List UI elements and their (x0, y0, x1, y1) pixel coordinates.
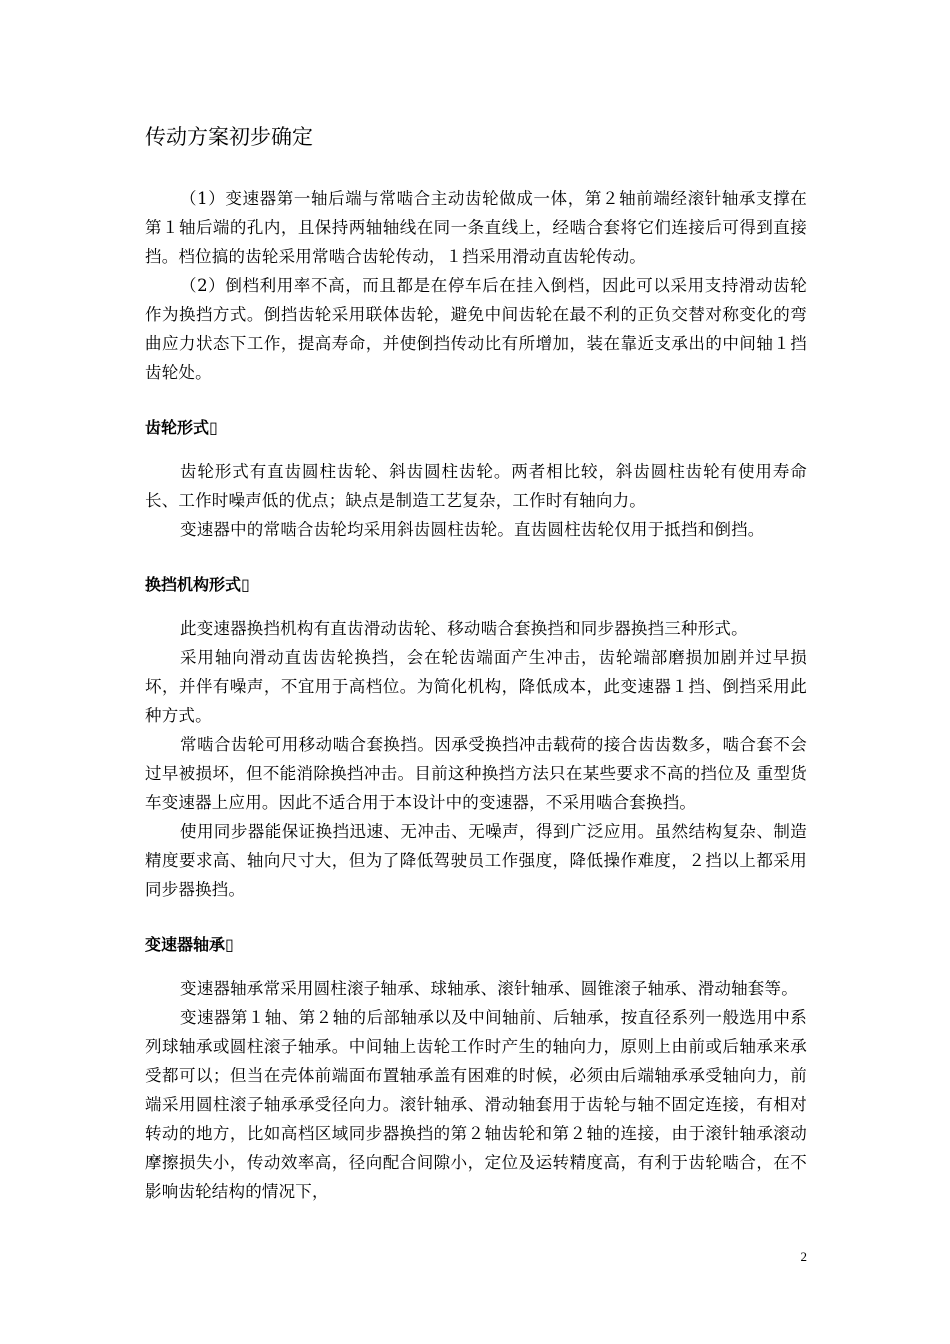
section-1-paragraph-2: 变速器中的常啮合齿轮均采用斜齿圆柱齿轮。直齿圆柱齿轮仅用于抵挡和倒挡。 (180, 520, 765, 539)
section-heading-gear-form (145, 416, 807, 440)
section-2-paragraph-4: 使用同步器能保证换挡迅速、无冲击、无噪声，得到广泛应用。虽然结构复杂、制造精度要求高、轴向尺寸大，但为了降低驾驶员工作强度，降低操作难度，２挡以上都采用同步器换挡。 (145, 822, 807, 899)
section-heading-bearings (145, 933, 807, 957)
heading-suffix-glyph: ▯ (225, 935, 234, 954)
page-number: 2 (800, 1249, 807, 1264)
page-title: 传动方案初步确定 (145, 125, 313, 149)
section-3-paragraph-2: 变速器第１轴、第２轴的后部轴承以及中间轴前、后轴承，按直径系列一般选用中系列球轴承或圆柱滚子轴承。中间轴上齿轮工作时产生的轴向力，原则上由前或后轴承来承受都可以；但当在壳体前端面布置轴承盖有困难的时候，必须由后端轴承承受轴向力，前端采用圆柱滚子轴承承受径向力。滚针轴承、滑动轴套用于齿轮与轴不固定连接，有相对转动的地方，比如高档区域同步器换挡的第２轴齿轮和第２轴的连接，由于滚针轴承滚动摩擦损失小，传动效率高，径向配合间隙小，定位及运转精度高，有利于齿轮啮合，在不影响齿轮结构的情况下， (145, 1008, 807, 1201)
section-2-paragraph-2: 采用轴向滑动直齿齿轮换挡，会在轮齿端面产生冲击，齿轮端部磨损加剧并过早损坏，并伴有噪声，不宜用于高档位。为简化机构，降低成本，此变速器１挡、倒挡采用此种方式。 (145, 648, 807, 725)
intro-paragraph-2: （2）倒档利用率不高，而且都是在停车后在挂入倒档，因此可以采用支持滑动齿轮作为换挡方式。倒挡齿轮采用联体齿轮，避免中间齿轮在最不利的正负交替对称变化的弯曲应力状态下工作，提高寿命，并使倒挡传动比有所增加，装在靠近支承出的中间轴１挡齿轮处。 (145, 276, 807, 382)
heading-suffix-glyph: ▯ (209, 418, 218, 437)
section-1-paragraph-1: 齿轮形式有直齿圆柱齿轮、斜齿圆柱齿轮。两者相比较，斜齿圆柱齿轮有使用寿命长、工作时噪声低的优点；缺点是制造工艺复杂，工作时有轴向力。 (145, 462, 807, 510)
section-heading-text: 齿轮形式 (145, 418, 210, 437)
page-content (145, 122, 807, 1206)
section-heading-text: 换挡机构形式 (145, 575, 242, 594)
section-2-paragraph-1: 此变速器换挡机构有直齿滑动齿轮、移动啮合套换挡和同步器换挡三种形式。 (180, 619, 748, 638)
intro-paragraph-1: （1）变速器第一轴后端与常啮合主动齿轮做成一体，第２轴前端经滚针轴承支撑在第１轴后端的孔内，且保持两轴轴线在同一条直线上，经啮合套将它们连接后可得到直接挡。档位搞的齿轮采用常啮合齿轮传动，１挡采用滑动直齿轮传动。 (145, 189, 807, 266)
section-heading-text: 变速器轴承 (145, 935, 226, 954)
heading-suffix-glyph: ▯ (241, 575, 250, 594)
section-3-paragraph-1: 变速器轴承常采用圆柱滚子轴承、球轴承、滚针轴承、圆锥滚子轴承、滑动轴套等。 (180, 979, 798, 998)
section-heading-shift-mechanism (145, 573, 807, 597)
section-2-paragraph-3: 常啮合齿轮可用移动啮合套换挡。因承受换挡冲击载荷的接合齿齿数多，啮合套不会过早被损坏，但不能消除换挡冲击。目前这种换挡方法只在某些要求不高的挡位及 重型货车变速器上应用。因此不适合用于本设计中的变速器，不采用啮合套换挡。 (145, 735, 807, 812)
